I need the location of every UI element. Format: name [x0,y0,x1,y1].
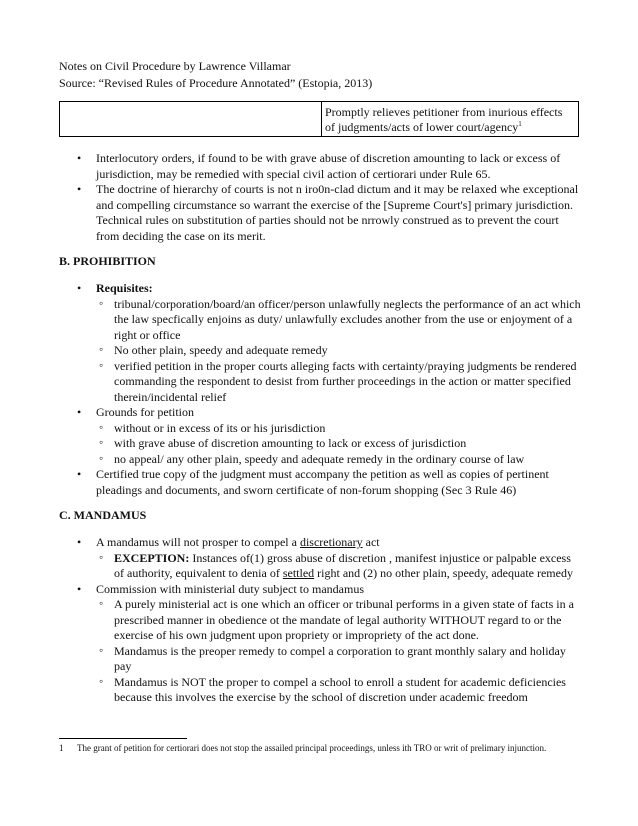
exception-sublist [96,551,581,582]
list-item: ◦ no appeal/ any other plain, speedy and adequate remedy in the ordinary course of law [96,452,581,468]
list-item: • Certified true copy of the judgment must accompany the petition as well as copies of pertinent pleadings and documents, and sworn certificate of non-forum shopping (Sec 3 Rule 46) [59,467,581,498]
document-source: Source: “Revised Rules of Procedure Annotated” (Estopia, 2013) [59,76,373,90]
table-cell-left [60,102,322,137]
list-item: ◦ without or in excess of its or his jurisdiction [96,421,581,437]
footnote-text: The grant of petition for certiorari does not stop the assailed principal proceedings, unless ith TRO or writ of prelimary injunction. [77,743,547,753]
table-row [60,102,579,137]
list-item: • A mandamus will not prosper to compel a discretionary act ◦ EXCEPTION: Instances of(1) gross abuse of discretion , manifest injustice or palpable excess of authority, equivalent to denia of settled right and (2) no other plain, speedy, adequate remedy [59,535,581,582]
list-item: ◦ Mandamus is the preoper remedy to compel a corporation to grant monthly salary and holiday pay [96,644,581,675]
requisites-sublist [96,297,581,406]
list-item: ◦ No other plain, speedy and adequate remedy [96,343,581,359]
exception-label: EXCEPTION: [114,550,190,565]
grounds-sublist [96,421,581,468]
table-cell-line-2: of judgments/acts of lower court/agency [325,120,519,134]
footnote-separator [59,738,187,739]
list-item: ◦ EXCEPTION: Instances of(1) gross abuse of discretion , manifest injustice or palpable excess of authority, equivalent to denia of settled right and (2) no other plain, speedy, adequate remedy [96,551,581,582]
section-heading-prohibition: B. PROHIBITION [59,254,156,268]
intro-bullet-list [59,151,581,244]
table-cell-right [322,102,579,137]
list-item: ◦ Mandamus is NOT the proper to compel a school to enroll a student for academic deficiencies because this involves the exercise by the school of discretion under academic freedom [96,675,581,706]
table-cell-line-1: Promptly relieves petitioner from inurious effects [325,105,563,119]
list-item [59,405,581,467]
notes-body [59,151,581,706]
underlined-term: discretionary [299,535,363,549]
list-item: ◦ with grave abuse of discretion amounting to lack or excess of jurisdiction [96,436,581,452]
list-item: • Interlocutory orders, if found to be with grave abuse of discretion amounting to lack or excess of jurisdiction, may be remedied with special civil action of certiorari under Rule 65. [59,151,581,182]
document-title: Notes on Civil Procedure by Lawrence Villamar [59,59,291,73]
list-item: ◦ A purely ministerial act is one which an officer or tribunal performs in a given state of facts in a prescribed manner in obedience ot the mandate of legal authority WITHOUT regard to or the exercise of his own judgment upon propriety or impropriety of the act done. [96,597,581,644]
list-item: • The doctrine of hierarchy of courts is not n iro0n-clad dictum and it may be relaxed whe exceptional and compelling circumstance so warrant the exercise of the [Supreme Court's] primary jurisdiction. Technical rules on substitution of parties should not be nrrowly construed as to prevent the court from deciding the case on its merit. [59,182,581,244]
footnote-number: 1 [59,743,64,753]
grounds-label: Grounds for petition [96,405,194,419]
ministerial-sublist [96,597,581,706]
prohibition-list [59,281,581,498]
document-header [59,58,372,92]
footnote [59,742,579,754]
underlined-term: settled [282,566,315,580]
mandamus-list [59,535,581,706]
section-heading-mandamus: C. MANDAMUS [59,508,147,522]
comparison-table-fragment [59,101,579,137]
footnote-reference: 1 [518,120,522,128]
list-item: • Commission with ministerial duty subject to mandamus ◦ A purely ministerial act is one which an officer or tribunal performs in a given state of facts in a prescribed manner in obedience ot the mandate of legal authority WITHOUT regard to or the exercise of his own judgment upon propriety or impropriety of the act done. ◦ Mandamus is the preoper remedy to compel a corporation to grant monthly salary and holiday pay ◦ Mandamus is NOT the proper to compel a school to enroll a student for academic deficiencies because this involves the exercise by the school of discretion under academic freedom [59,582,581,706]
list-item [59,281,581,405]
list-item: ◦ tribunal/corporation/board/an officer/person unlawfully neglects the performance of an act which the law specfically enjoins as duty/ unlawfully excludes another from the use or enjoyment of a right or office [96,297,581,344]
requisites-label: Requisites: [96,281,153,295]
list-item: ◦ verified petition in the proper courts alleging facts with certainty/praying judgments be rendered commanding the respondent to desist from further proceedings in the action or matter specified therein/incidental relief [96,359,581,406]
